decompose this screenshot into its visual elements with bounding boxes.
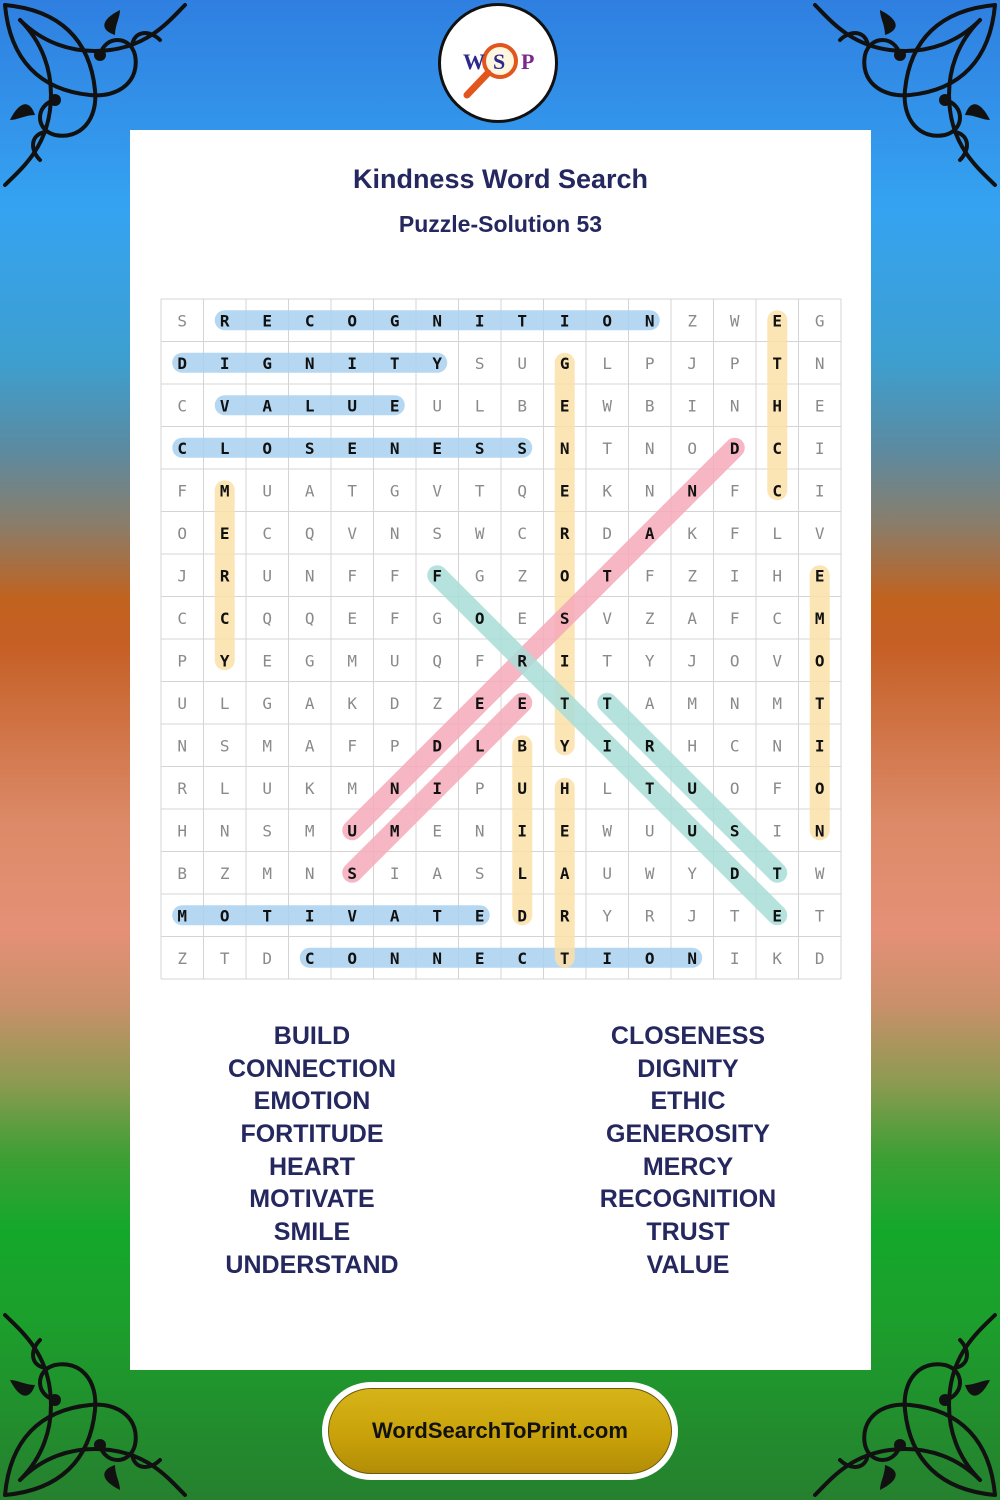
grid-letter: M (814, 608, 825, 628)
grid-letter: M (772, 693, 783, 713)
grid-letter: F (729, 523, 740, 543)
grid-letter: Y (559, 736, 570, 756)
grid-letter: C (729, 736, 740, 756)
grid-letter: T (559, 948, 570, 968)
grid-letter: G (389, 481, 400, 501)
grid-letter: I (517, 821, 528, 841)
grid-letter: O (347, 948, 358, 968)
grid-letter: F (389, 608, 400, 628)
grid-letter: I (772, 821, 783, 841)
grid-letter: E (262, 311, 273, 331)
logo-letter-s: S (493, 49, 506, 74)
grid-letter: E (219, 523, 230, 543)
grid-letter: P (474, 778, 485, 798)
grid-letter: I (347, 353, 358, 373)
grid-letter: Y (644, 651, 655, 671)
grid-letter: L (474, 396, 485, 416)
grid-letter: T (602, 693, 613, 713)
grid-letter: O (177, 523, 188, 543)
grid-letter: H (177, 821, 188, 841)
grid-letter: T (517, 311, 528, 331)
word-list-item: EMOTION (253, 1087, 371, 1116)
grid-letter: M (262, 736, 273, 756)
grid-letter: I (814, 438, 825, 458)
grid-letter: I (219, 353, 230, 373)
grid-letter: I (729, 566, 740, 586)
word-list-item: HEART (268, 1152, 356, 1181)
grid-letter: S (729, 821, 740, 841)
grid-letter: Z (177, 948, 188, 968)
grid-letter: S (177, 311, 188, 331)
grid-letter: C (772, 438, 783, 458)
grid-letter: I (432, 778, 443, 798)
grid-letter: I (474, 311, 485, 331)
grid-letter: E (772, 311, 783, 331)
grid-letter: A (304, 481, 315, 501)
word-list-item: SMILE (273, 1218, 351, 1247)
grid-letter: I (559, 651, 570, 671)
grid-letter: C (517, 948, 528, 968)
grid-letter: D (729, 438, 740, 458)
grid-letter: B (517, 396, 528, 416)
grid-letter: E (559, 821, 570, 841)
grid-letter: V (219, 396, 230, 416)
word-search-grid (160, 298, 842, 980)
grid-letter: T (772, 353, 783, 373)
grid-letter: I (559, 311, 570, 331)
grid-letter: K (347, 693, 358, 713)
grid-letter: O (644, 948, 655, 968)
grid-letter: U (687, 778, 698, 798)
grid-letter: U (517, 778, 528, 798)
grid-letter: V (347, 523, 358, 543)
grid-letter: I (389, 863, 400, 883)
grid-letter: N (474, 821, 485, 841)
grid-letter: T (644, 778, 655, 798)
grid-letter: A (262, 396, 273, 416)
grid-letter: U (432, 396, 443, 416)
word-list-item: ETHIC (650, 1087, 726, 1116)
grid-letter: N (219, 821, 230, 841)
grid-letter: O (559, 566, 570, 586)
grid-letter: M (389, 821, 400, 841)
grid-letter: A (644, 523, 655, 543)
grid-letter: N (177, 736, 188, 756)
grid-letter: N (389, 778, 400, 798)
grid-letter: D (602, 523, 613, 543)
grid-letter: G (432, 608, 443, 628)
grid-letter: S (517, 438, 528, 458)
grid-letter: H (559, 778, 570, 798)
grid-letter: R (517, 651, 528, 671)
grid-letter: N (644, 481, 655, 501)
grid-letter: N (772, 736, 783, 756)
grid-letter: M (304, 821, 315, 841)
grid-letter: I (602, 948, 613, 968)
grid-letter: O (262, 438, 273, 458)
grid-letter: B (517, 736, 528, 756)
grid-letter: S (347, 863, 358, 883)
grid-letter: N (687, 481, 698, 501)
grid-letter: G (474, 566, 485, 586)
word-list-item: UNDERSTAND (225, 1250, 399, 1279)
grid-letter: V (347, 906, 358, 926)
grid-letter: W (729, 311, 740, 331)
grid-letter: E (559, 481, 570, 501)
grid-letter: N (304, 353, 315, 373)
grid-letter: J (687, 651, 698, 671)
grid-letter: E (262, 651, 273, 671)
grid-letter: V (432, 481, 443, 501)
grid-letter: N (644, 438, 655, 458)
grid-letter: R (559, 906, 570, 926)
grid-letter: S (474, 863, 485, 883)
grid-letter: E (474, 948, 485, 968)
grid-letter: U (347, 821, 358, 841)
grid-letter: J (687, 906, 698, 926)
grid-letter: J (177, 566, 188, 586)
grid-letter: E (347, 608, 358, 628)
grid-letter: A (432, 863, 443, 883)
grid-letter: L (304, 396, 315, 416)
grid-letter: L (517, 863, 528, 883)
word-list-item: CONNECTION (227, 1054, 397, 1083)
grid-letter: T (474, 481, 485, 501)
grid-letter: Q (304, 608, 315, 628)
grid-letter: K (687, 523, 698, 543)
grid-letter: D (262, 948, 273, 968)
grid-letter: U (687, 821, 698, 841)
grid-letter: U (644, 821, 655, 841)
grid-letter: N (729, 396, 740, 416)
grid-letter: G (814, 311, 825, 331)
grid-letter: N (814, 353, 825, 373)
grid-letter: M (262, 863, 273, 883)
grid-letter: O (474, 608, 485, 628)
grid-letter: F (389, 566, 400, 586)
grid-letter: U (517, 353, 528, 373)
grid-letter: U (262, 481, 273, 501)
grid-letter: O (687, 438, 698, 458)
grid-letter: T (814, 693, 825, 713)
grid-letter: O (729, 651, 740, 671)
grid-letter: S (474, 438, 485, 458)
grid-letter: U (602, 863, 613, 883)
grid-letter: R (177, 778, 188, 798)
grid-letter: N (304, 863, 315, 883)
grid-letter: B (177, 863, 188, 883)
grid-letter: T (347, 481, 358, 501)
grid-letter: B (644, 396, 655, 416)
grid-letter: Z (517, 566, 528, 586)
word-list-right (538, 1020, 838, 1282)
grid-letter: P (389, 736, 400, 756)
grid-letter: F (729, 481, 740, 501)
grid-letter: Z (219, 863, 230, 883)
grid-letter: D (177, 353, 188, 373)
grid-letter: C (772, 608, 783, 628)
grid-letter: T (602, 651, 613, 671)
grid-letter: O (814, 778, 825, 798)
grid-letter: U (177, 693, 188, 713)
word-list-item: CLOSENESS (610, 1022, 766, 1050)
word-list-item: TRUST (646, 1218, 730, 1247)
grid-letter: T (602, 438, 613, 458)
grid-letter: L (219, 778, 230, 798)
grid-letter: C (304, 311, 315, 331)
grid-letter: Y (687, 863, 698, 883)
word-list-item: RECOGNITION (599, 1185, 777, 1214)
grid-letter: C (177, 608, 188, 628)
grid-letter: W (602, 821, 613, 841)
grid-letter: U (262, 566, 273, 586)
grid-letter: Q (262, 608, 273, 628)
grid-letter: N (389, 438, 400, 458)
grid-letter: G (559, 353, 570, 373)
grid-letter: T (772, 863, 783, 883)
grid-letter: H (772, 566, 783, 586)
site-link-button[interactable] (322, 1382, 678, 1480)
grid-letter: S (304, 438, 315, 458)
grid-letter: F (432, 566, 443, 586)
grid-letter: O (602, 311, 613, 331)
grid-letter: L (219, 438, 230, 458)
grid-letter: S (432, 523, 443, 543)
grid-letter: R (559, 523, 570, 543)
grid-letter: D (814, 948, 825, 968)
grid-letter: M (687, 693, 698, 713)
site-logo[interactable] (438, 3, 558, 123)
grid-letter: L (219, 693, 230, 713)
grid-letter: C (304, 948, 315, 968)
grid-letter: R (219, 566, 230, 586)
grid-letter: Q (517, 481, 528, 501)
grid-letter: C (262, 523, 273, 543)
grid-letter: I (304, 906, 315, 926)
grid-letter: F (474, 651, 485, 671)
grid-letter: T (389, 353, 400, 373)
grid-letter: A (304, 736, 315, 756)
grid-letter: G (389, 311, 400, 331)
grid-letter: Q (432, 651, 443, 671)
grid-letter: F (644, 566, 655, 586)
logo-letter-w: W (463, 49, 485, 74)
grid-letter: O (814, 651, 825, 671)
grid-letter: M (347, 778, 358, 798)
grid-letter: Y (432, 353, 443, 373)
grid-letter: Z (687, 566, 698, 586)
grid-letter: C (177, 438, 188, 458)
grid-letter: T (814, 906, 825, 926)
grid-letter: N (729, 693, 740, 713)
grid-letter: E (432, 821, 443, 841)
grid-letter: A (389, 906, 400, 926)
grid-letter: P (644, 353, 655, 373)
grid-letter: M (347, 651, 358, 671)
puzzle-card (130, 130, 871, 1370)
grid-letter: C (177, 396, 188, 416)
grid-letter: E (517, 693, 528, 713)
grid-letter: O (729, 778, 740, 798)
grid-letter: C (219, 608, 230, 628)
grid-letter: A (687, 608, 698, 628)
grid-letter: L (602, 353, 613, 373)
grid-letter: Z (432, 693, 443, 713)
grid-letter: T (262, 906, 273, 926)
grid-letter: Z (644, 608, 655, 628)
logo-letter-p: P (521, 49, 535, 74)
grid-letter: W (644, 863, 655, 883)
grid-letter: C (517, 523, 528, 543)
grid-letter: R (219, 311, 230, 331)
site-link-label: WordSearchToPrint.com (328, 1388, 672, 1474)
grid-letter: R (644, 736, 655, 756)
grid-letter: M (219, 481, 230, 501)
word-list-item: BUILD (273, 1022, 351, 1050)
grid-letter: C (772, 481, 783, 501)
word-list-item: MERCY (642, 1152, 734, 1181)
grid-letter: O (347, 311, 358, 331)
grid-letter: E (432, 438, 443, 458)
grid-letter: V (814, 523, 825, 543)
grid-letter: P (729, 353, 740, 373)
grid-letter: W (474, 523, 485, 543)
grid-letter: S (262, 821, 273, 841)
grid-letter: D (389, 693, 400, 713)
grid-letter: K (602, 481, 613, 501)
grid-letter: R (644, 906, 655, 926)
grid-letter: U (389, 651, 400, 671)
grid-letter: D (517, 906, 528, 926)
word-list-left (162, 1020, 462, 1282)
grid-letter: N (814, 821, 825, 841)
grid-letter: T (559, 693, 570, 713)
grid-letter: S (559, 608, 570, 628)
grid-letter: S (474, 353, 485, 373)
grid-letter: E (559, 396, 570, 416)
grid-letter: H (687, 736, 698, 756)
grid-letter: N (687, 948, 698, 968)
grid-letter: N (389, 948, 400, 968)
grid-letter: W (602, 396, 613, 416)
grid-letter: E (517, 608, 528, 628)
grid-letter: N (389, 523, 400, 543)
grid-letter: G (262, 693, 273, 713)
grid-letter: G (304, 651, 315, 671)
grid-letter: J (687, 353, 698, 373)
grid-letter: D (432, 736, 443, 756)
word-list-item: FORTITUDE (240, 1120, 384, 1149)
grid-letter: I (602, 736, 613, 756)
grid-letter: T (219, 948, 230, 968)
grid-letter: W (814, 863, 825, 883)
grid-letter: E (347, 438, 358, 458)
grid-letter: H (772, 396, 783, 416)
grid-letter: K (304, 778, 315, 798)
grid-letter: I (729, 948, 740, 968)
page-subtitle: Puzzle-Solution 53 (398, 211, 603, 237)
grid-letter: N (559, 438, 570, 458)
grid-letter: F (772, 778, 783, 798)
grid-letter: L (602, 778, 613, 798)
word-list-item: GENEROSITY (606, 1120, 770, 1149)
grid-letter: M (177, 906, 188, 926)
grid-letter: F (177, 481, 188, 501)
grid-letter: Q (304, 523, 315, 543)
word-list-item: DIGNITY (637, 1054, 739, 1083)
grid-letter: F (347, 736, 358, 756)
grid-letter: U (347, 396, 358, 416)
grid-letter: O (219, 906, 230, 926)
grid-letter: F (347, 566, 358, 586)
grid-letter: Y (219, 651, 230, 671)
grid-letter: T (432, 906, 443, 926)
grid-letter: T (729, 906, 740, 926)
grid-letter: E (389, 396, 400, 416)
grid-letter: E (474, 906, 485, 926)
grid-letter: Z (687, 311, 698, 331)
grid-letter: E (814, 566, 825, 586)
grid-letter: N (432, 311, 443, 331)
page-title: Kindness Word Search (352, 164, 649, 194)
grid-letter: E (814, 396, 825, 416)
grid-letter: I (814, 481, 825, 501)
grid-letter: L (474, 736, 485, 756)
grid-letter: Y (602, 906, 613, 926)
grid-letter: A (304, 693, 315, 713)
grid-letter: E (474, 693, 485, 713)
grid-letter: D (729, 863, 740, 883)
grid-letter: E (772, 906, 783, 926)
magnifier-icon (441, 6, 555, 120)
grid-letter: A (644, 693, 655, 713)
grid-letter: V (602, 608, 613, 628)
grid-letter: T (602, 566, 613, 586)
grid-letter: K (772, 948, 783, 968)
grid-letter: U (262, 778, 273, 798)
grid-letter: L (772, 523, 783, 543)
grid-letter: A (559, 863, 570, 883)
grid-letter: I (687, 396, 698, 416)
word-list-item: VALUE (646, 1250, 730, 1279)
grid-letter: S (219, 736, 230, 756)
grid-letter: N (432, 948, 443, 968)
grid-letter: N (644, 311, 655, 331)
grid-letter: I (814, 736, 825, 756)
grid-letter: V (772, 651, 783, 671)
grid-letter: P (177, 651, 188, 671)
grid-letter: G (262, 353, 273, 373)
grid-letter: F (729, 608, 740, 628)
word-list-item: MOTIVATE (249, 1185, 375, 1214)
grid-letter: N (304, 566, 315, 586)
